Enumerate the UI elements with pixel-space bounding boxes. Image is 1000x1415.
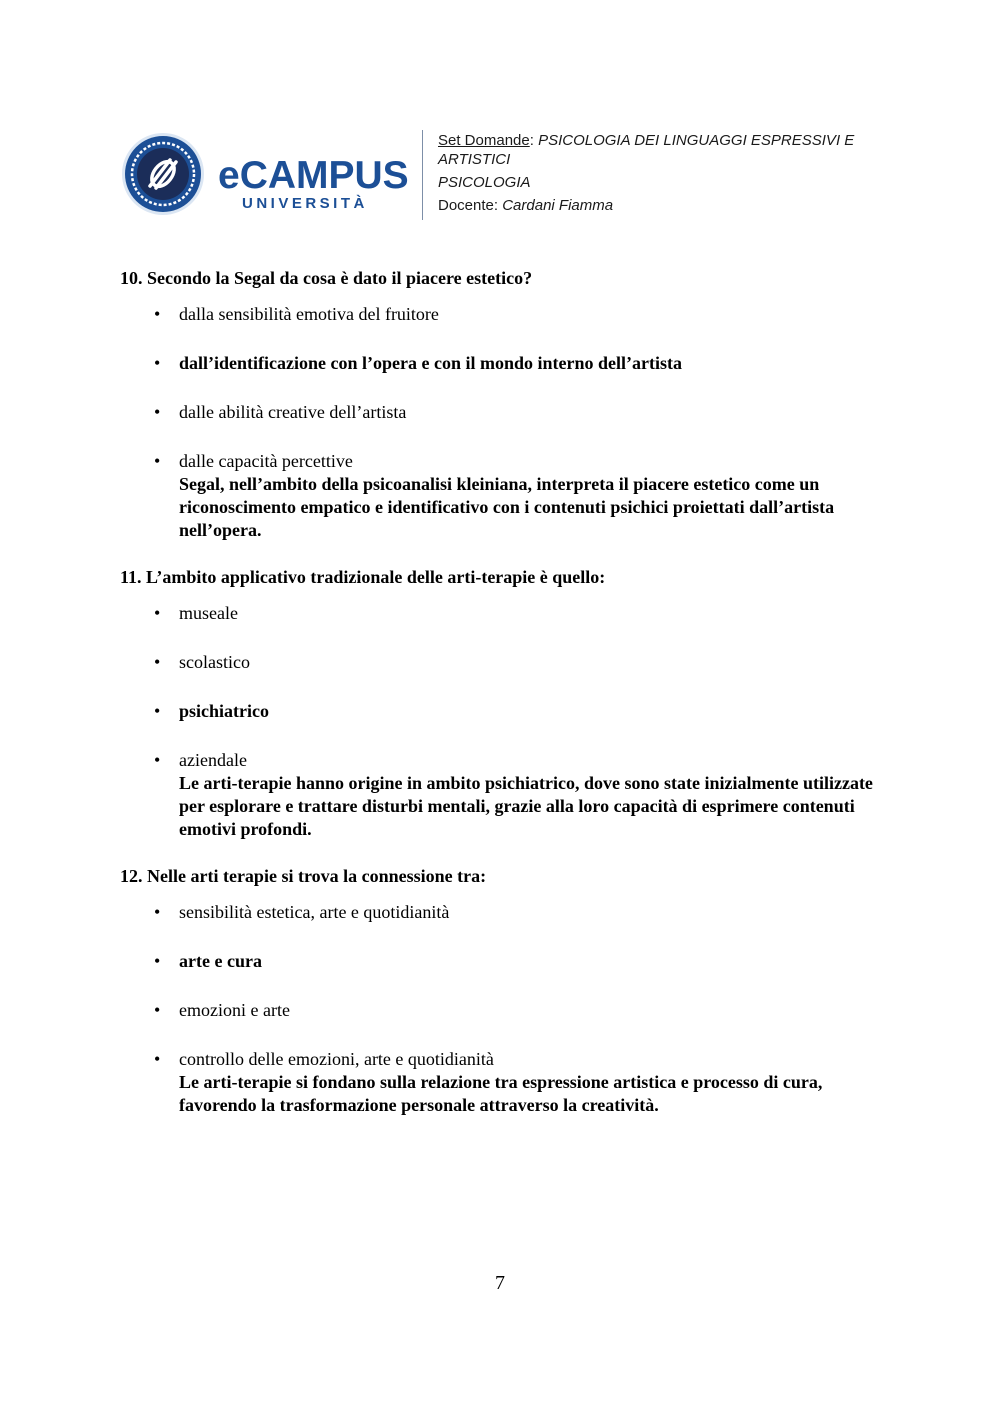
bullet-icon: • [154, 701, 161, 721]
set-value: PSICOLOGIA DEI LINGUAGGI ESPRESSIVI E [538, 132, 855, 149]
question [120, 566, 890, 841]
header-divider [422, 130, 423, 220]
answer-item [120, 999, 890, 1022]
answer-text: emozioni e arte [179, 1000, 290, 1020]
answer-text: museale [179, 603, 238, 623]
answer-item [120, 303, 890, 326]
answer-text: arte e cura [179, 951, 262, 971]
answer-item [120, 651, 890, 674]
bullet-icon: • [154, 304, 161, 324]
question [120, 865, 890, 1117]
questions-container [120, 267, 890, 1141]
ecampus-logo-graphic [120, 128, 410, 223]
answer-list [120, 901, 890, 1117]
answer-item-correct [120, 700, 890, 723]
answer-text: controllo delle emozioni, arte e quotidianità [179, 1049, 494, 1069]
answer-text: aziendale [179, 750, 247, 770]
answer-item-correct [120, 950, 890, 973]
teacher-value: Cardani Fiamma [502, 197, 614, 214]
set-label: Set Domande [438, 132, 530, 149]
set-line-cont [438, 150, 898, 169]
answer-text: scolastico [179, 652, 250, 672]
answer-text: dalle abilità creative dell’artista [179, 402, 407, 422]
bullet-icon: • [154, 353, 161, 373]
bullet-icon: • [154, 603, 161, 623]
bullet-icon: • [154, 451, 161, 471]
page-header [120, 128, 900, 223]
explanation: Segal, nell’ambito della psicoanalisi kleiniana, interpreta il piacere estetico come un riconoscimento empatico e identificativo con i contenuti psichici proiettati dall’artista nell’opera. [179, 474, 835, 540]
answer-text: sensibilità estetica, arte e quotidianità [179, 902, 450, 922]
answer-text: dall’identificazione con l’opera e con il mondo interno dell’artista [179, 353, 682, 373]
answer-item [120, 1048, 890, 1117]
bullet-icon: • [154, 1049, 161, 1069]
question-title: 12. Nelle arti terapie si trova la connessione tra: [120, 866, 487, 886]
bullet-icon: • [154, 951, 161, 971]
answer-item [120, 901, 890, 924]
answer-text: psichiatrico [179, 701, 269, 721]
answer-item [120, 401, 890, 424]
department: PSICOLOGIA [438, 174, 531, 191]
answer-item-correct [120, 352, 890, 375]
question [120, 267, 890, 542]
answer-list [120, 602, 890, 841]
answer-list [120, 303, 890, 542]
explanation: Le arti-terapie hanno origine in ambito psichiatrico, dove sono state inizialmente utilizzate per esplorare e trattare disturbi mentali, grazie alla loro capacità di esprimere contenuti emotivi profondi. [179, 773, 873, 839]
explanation: Le arti-terapie si fondano sulla relazione tra espressione artistica e processo di cura, favorendo la trasformazione personale attraverso la creatività. [179, 1072, 823, 1115]
answer-item [120, 749, 890, 841]
question-title: 10. Secondo la Segal da cosa è dato il piacere estetico? [120, 268, 533, 288]
header-info [438, 131, 898, 215]
department-line [438, 173, 898, 192]
set-value-cont: ARTISTICI [438, 151, 511, 168]
logo-brand-text: eCAMPUS [218, 154, 409, 197]
teacher-label: Docente [438, 197, 494, 214]
ecampus-logo [120, 128, 410, 223]
set-line: Set Domande: PSICOLOGIA DEI LINGUAGGI ESPRESSIVI E [438, 132, 855, 149]
logo-subtitle-text: UNIVERSITÀ [242, 195, 368, 212]
bullet-icon: • [154, 902, 161, 922]
bullet-icon: • [154, 750, 161, 770]
answer-text: dalla sensibilità emotiva del fruitore [179, 304, 439, 324]
teacher-line: Docente: Cardani Fiamma [438, 197, 614, 214]
bullet-icon: • [154, 402, 161, 422]
answer-text: dalle capacità percettive [179, 451, 353, 471]
bullet-icon: • [154, 652, 161, 672]
answer-item [120, 602, 890, 625]
question-title: 11. L’ambito applicativo tradizionale delle arti-terapie è quello: [120, 567, 606, 587]
page-number: 7 [495, 1272, 505, 1294]
bullet-icon: • [154, 1000, 161, 1020]
answer-item [120, 450, 890, 542]
